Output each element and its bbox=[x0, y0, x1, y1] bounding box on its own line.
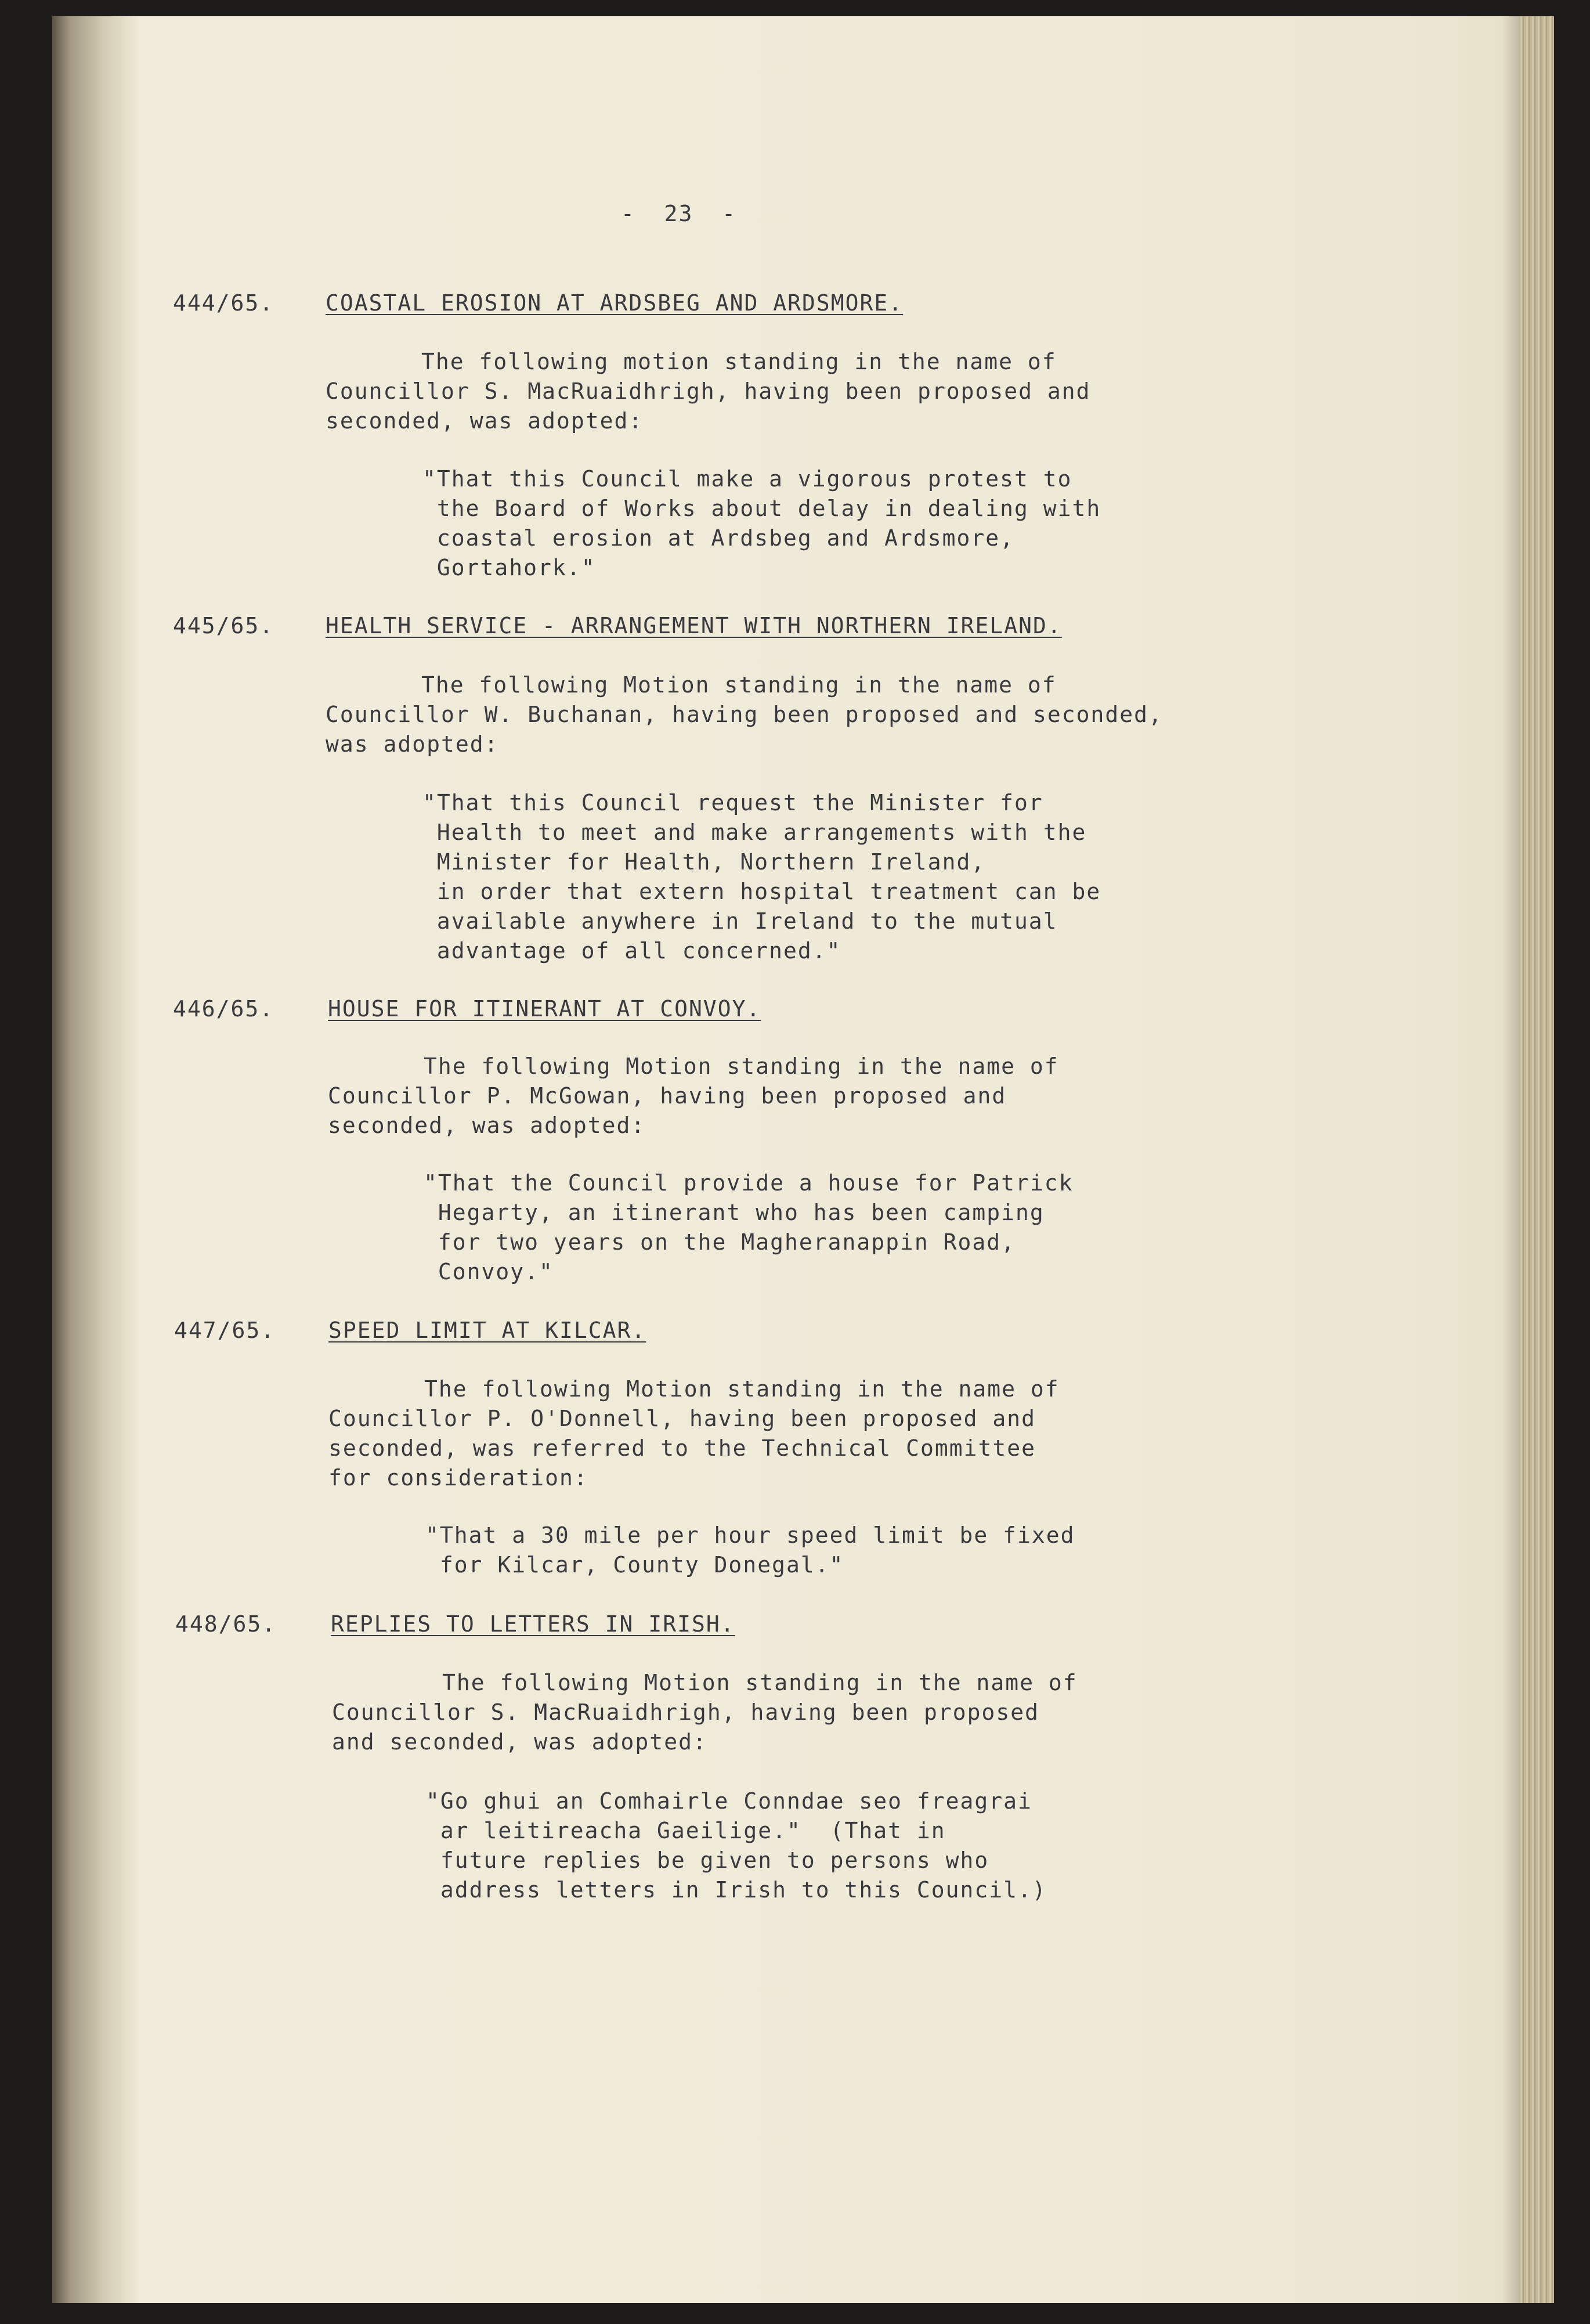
quote-line: in order that extern hospital treatment can be bbox=[422, 879, 1101, 904]
body-line: seconded, was adopted: bbox=[328, 1113, 646, 1138]
quote-line: coastal erosion at Ardsbeg and Ardsmore, bbox=[422, 525, 1014, 551]
motion-quote bbox=[424, 1168, 1074, 1287]
motion-quote bbox=[425, 1521, 1075, 1580]
page-edge-shadow bbox=[1502, 16, 1519, 2303]
body-line: seconded, was referred to the Technical Committee bbox=[328, 1435, 1036, 1461]
book-gutter bbox=[52, 16, 139, 2303]
quote-line: the Board of Works about delay in dealing with bbox=[422, 496, 1101, 521]
body-line: seconded, was adopted: bbox=[326, 408, 644, 434]
quote-line: "That this Council make a vigorous protest to bbox=[422, 466, 1072, 492]
book-fore-edge bbox=[1519, 16, 1554, 2303]
motion-quote bbox=[422, 464, 1101, 583]
quote-line: Convoy." bbox=[424, 1259, 554, 1284]
quote-line: for two years on the Magheranappin Road, bbox=[424, 1229, 1016, 1255]
body-line: The following Motion standing in the name of bbox=[421, 672, 1057, 698]
body-line: Councillor W. Buchanan, having been proposed and seconded, bbox=[326, 702, 1163, 727]
body-line: The following Motion standing in the name of bbox=[424, 1376, 1060, 1402]
quote-line: future replies be given to persons who bbox=[426, 1847, 989, 1873]
minute-heading: SPEED LIMIT AT KILCAR. bbox=[328, 1318, 646, 1343]
quote-line: "Go ghui an Comhairle Conndae seo freagrai bbox=[426, 1788, 1032, 1814]
body-line: and seconded, was adopted: bbox=[332, 1729, 707, 1755]
quote-line: ar leitireacha Gaeilige." (That in bbox=[426, 1818, 946, 1843]
body-line: for consideration: bbox=[328, 1465, 588, 1491]
motion-quote bbox=[422, 788, 1101, 966]
quote-line: Gortahork." bbox=[422, 555, 596, 580]
minute-heading: HOUSE FOR ITINERANT AT CONVOY. bbox=[328, 996, 761, 1022]
minute-heading: HEALTH SERVICE - ARRANGEMENT WITH NORTHERN IRELAND. bbox=[326, 613, 1062, 638]
body-line: The following motion standing in the name of bbox=[421, 349, 1057, 374]
quote-line: "That this Council request the Minister for bbox=[422, 790, 1043, 815]
body-line: The following Motion standing in the name of bbox=[442, 1670, 1078, 1695]
minute-number: 445/65. bbox=[173, 613, 274, 638]
quote-line: Health to meet and make arrangements with the bbox=[422, 820, 1087, 845]
minute-number: 444/65. bbox=[173, 290, 274, 316]
minute-body bbox=[328, 1052, 1059, 1141]
page-number: - 23 - bbox=[621, 201, 737, 226]
quote-line: advantage of all concerned." bbox=[422, 938, 841, 963]
minute-heading: COASTAL EROSION AT ARDSBEG AND ARDSMORE. bbox=[326, 290, 904, 316]
minute-number: 446/65. bbox=[173, 996, 274, 1022]
quote-line: address letters in Irish to this Council.) bbox=[426, 1877, 1047, 1903]
body-line: was adopted: bbox=[326, 731, 499, 757]
quote-line: Minister for Health, Northern Ireland, bbox=[422, 849, 986, 875]
minute-heading: REPLIES TO LETTERS IN IRISH. bbox=[331, 1611, 735, 1637]
quote-line: Hegarty, an itinerant who has been camping bbox=[424, 1200, 1045, 1225]
quote-line: for Kilcar, County Donegal." bbox=[425, 1552, 844, 1578]
body-line: Councillor S. MacRuaidhrigh, having been proposed bbox=[332, 1699, 1040, 1725]
minute-number: 448/65. bbox=[175, 1611, 277, 1637]
body-line: Councillor P. O'Donnell, having been proposed and bbox=[328, 1406, 1036, 1431]
body-line: The following Motion standing in the name of bbox=[424, 1053, 1059, 1079]
minute-body bbox=[328, 1374, 1060, 1493]
quote-line: "That the Council provide a house for Patrick bbox=[424, 1170, 1074, 1196]
minute-body bbox=[332, 1668, 1078, 1757]
minute-body bbox=[326, 670, 1163, 759]
body-line: Councillor P. McGowan, having been proposed and bbox=[328, 1083, 1007, 1109]
motion-quote bbox=[426, 1787, 1047, 1905]
quote-line: available anywhere in Ireland to the mutual bbox=[422, 908, 1058, 934]
minute-body bbox=[326, 347, 1091, 436]
quote-line: "That a 30 mile per hour speed limit be fixed bbox=[425, 1522, 1075, 1548]
body-line: Councillor S. MacRuaidhrigh, having been proposed and bbox=[326, 378, 1091, 404]
minute-number: 447/65. bbox=[174, 1318, 276, 1343]
